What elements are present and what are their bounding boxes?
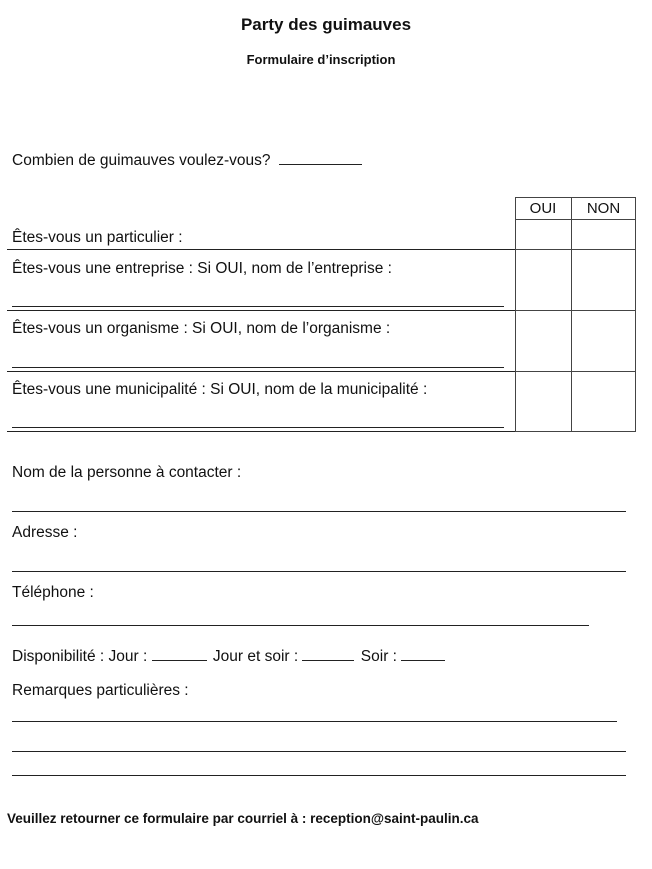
table-header-yes: OUI (529, 200, 557, 217)
checkbox-municipalite-yes[interactable] (516, 372, 571, 431)
checkbox-particulier-yes[interactable] (516, 220, 571, 249)
remarks-field-line[interactable] (12, 775, 626, 776)
form-title: Party des guimauves (240, 15, 412, 34)
phone-field[interactable] (12, 625, 589, 626)
row-municipalite-label: Êtes-vous une municipalité : Si OUI, nom de la municipalité : (12, 381, 428, 398)
availability-day-field[interactable] (152, 646, 207, 661)
availability-evening-label: Soir : (360, 648, 397, 665)
address-label: Adresse : (12, 524, 78, 541)
remarks-label: Remarques particulières : (12, 682, 189, 699)
availability-day-label: Jour : (108, 648, 148, 665)
checkbox-organisme-yes[interactable] (516, 311, 571, 371)
remarks-field-line[interactable] (12, 751, 626, 752)
form-subtitle: Formulaire d’inscription (246, 52, 396, 67)
row-divider (7, 249, 515, 250)
municipalite-name-field[interactable] (12, 427, 504, 428)
row-organisme-label: Êtes-vous un organisme : Si OUI, nom de l’organisme : (12, 320, 391, 337)
quantity-question-label: Combien de guimauves voulez-vous? (12, 152, 271, 169)
contact-label: Nom de la personne à contacter : (12, 464, 242, 481)
row-particulier-label: Êtes-vous un particulier : (12, 229, 183, 246)
quantity-question (12, 150, 362, 170)
organisme-name-field[interactable] (12, 367, 504, 368)
checkbox-entreprise-no[interactable] (572, 250, 635, 310)
availability-evening-field[interactable] (401, 646, 445, 661)
row-divider (7, 371, 515, 372)
quantity-field[interactable] (279, 150, 362, 165)
availability-row (12, 646, 445, 666)
footer-instructions: Veuillez retourner ce formulaire par courriel à : reception@saint-paulin.ca (7, 811, 479, 826)
address-field[interactable] (12, 571, 626, 572)
checkbox-entreprise-yes[interactable] (516, 250, 571, 310)
availability-day-evening-field[interactable] (302, 646, 354, 661)
entreprise-name-field[interactable] (12, 306, 504, 307)
availability-day-evening-label: Jour et soir : (212, 648, 299, 665)
checkbox-particulier-no[interactable] (572, 220, 635, 249)
phone-label: Téléphone : (12, 584, 94, 601)
table-header-no: NON (586, 200, 621, 217)
contact-field[interactable] (12, 511, 626, 512)
availability-label: Disponibilité : (12, 648, 105, 665)
checkbox-organisme-no[interactable] (572, 311, 635, 371)
checkbox-municipalite-no[interactable] (572, 372, 635, 431)
row-divider (7, 431, 515, 432)
remarks-field-line[interactable] (12, 721, 617, 722)
row-entreprise-label: Êtes-vous une entreprise : Si OUI, nom de l’entreprise : (12, 260, 392, 277)
row-divider (7, 310, 515, 311)
